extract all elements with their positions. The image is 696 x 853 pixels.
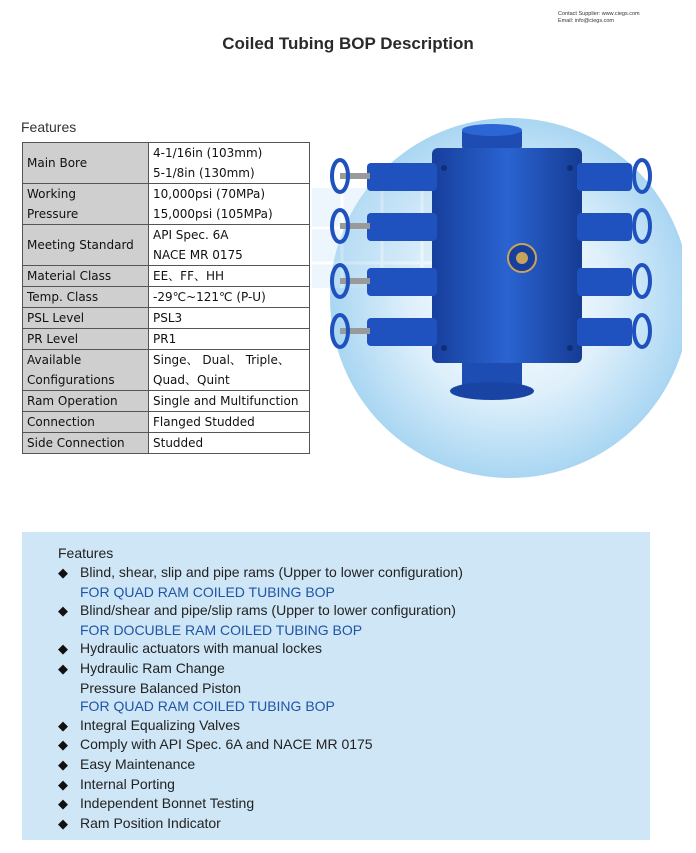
spec-value-line: NACE MR 0175 bbox=[153, 248, 243, 262]
diamond-bullet-icon: ◆ bbox=[58, 603, 68, 619]
feature-text: Blind, shear, slip and pipe rams (Upper to lower configuration) bbox=[80, 564, 463, 580]
spec-label bbox=[23, 350, 149, 391]
spec-label bbox=[23, 266, 149, 287]
feature-text: Internal Porting bbox=[80, 775, 175, 792]
spec-label-line: Available bbox=[27, 353, 82, 367]
spec-value-line: 15,000psi (105MPa) bbox=[153, 207, 273, 221]
spec-label bbox=[23, 225, 149, 266]
feature-subtext: Pressure Balanced Piston bbox=[80, 679, 242, 696]
spec-value bbox=[149, 308, 310, 329]
spec-label-line: Temp. Class bbox=[27, 290, 99, 304]
spec-label-line: Material Class bbox=[27, 269, 112, 283]
spec-value-line: PSL3 bbox=[153, 311, 183, 325]
feature-text: Easy Maintenance bbox=[80, 755, 196, 772]
diamond-bullet-icon: ◆ bbox=[58, 641, 68, 657]
feature-item bbox=[58, 755, 463, 775]
spec-value-line: Quad、Quint bbox=[153, 373, 230, 387]
spec-label-line: Ram Operation bbox=[27, 394, 118, 408]
contact-info bbox=[558, 11, 640, 25]
spec-label bbox=[23, 287, 149, 308]
feature-item bbox=[58, 735, 463, 755]
feature-item bbox=[58, 639, 463, 659]
diamond-bullet-icon: ◆ bbox=[58, 737, 68, 753]
spec-label-line: Side Connection bbox=[27, 436, 125, 450]
diamond-bullet-icon: ◆ bbox=[58, 565, 68, 580]
spec-row bbox=[23, 412, 310, 433]
spec-label bbox=[23, 308, 149, 329]
spec-value-line: Singe、 Dual、 Triple、 bbox=[153, 353, 290, 367]
feature-item bbox=[58, 659, 463, 716]
spec-value-line: 4-1/16in (103mm) bbox=[153, 146, 263, 160]
spec-row bbox=[23, 143, 310, 184]
spec-row bbox=[23, 329, 310, 350]
diamond-bullet-icon: ◆ bbox=[58, 660, 68, 676]
feature-note: FOR QUAD RAM COILED TUBING BOP bbox=[80, 698, 335, 715]
feature-text: Integral Equalizing Valves bbox=[80, 716, 241, 733]
spec-value bbox=[149, 329, 310, 350]
spec-value bbox=[149, 350, 310, 391]
spec-label bbox=[23, 143, 149, 184]
spec-label-line: Meeting Standard bbox=[27, 238, 134, 252]
spec-value-line: API Spec. 6A bbox=[153, 228, 229, 242]
spec-value-line: Single and Multifunction bbox=[153, 394, 299, 408]
spec-value-line: 5-1/8in (130mm) bbox=[153, 166, 255, 180]
feature-item bbox=[58, 563, 463, 601]
feature-text: Ram Position Indicator bbox=[80, 814, 221, 831]
spec-value bbox=[149, 266, 310, 287]
spec-label bbox=[23, 391, 149, 412]
features-heading: Features bbox=[21, 119, 77, 135]
spec-label bbox=[23, 433, 149, 454]
spec-value-line: Studded bbox=[153, 436, 204, 450]
panel-features-heading: Features bbox=[58, 545, 114, 561]
diamond-bullet-icon: ◆ bbox=[58, 776, 68, 792]
feature-note: FOR DOCUBLE RAM COILED TUBING BOP bbox=[80, 621, 363, 638]
spec-label-line: Working bbox=[27, 187, 76, 201]
feature-text: Hydraulic Ram Change bbox=[80, 659, 225, 676]
spec-label-line: Configurations bbox=[27, 373, 115, 387]
spec-label bbox=[23, 184, 149, 225]
feature-item bbox=[58, 601, 463, 639]
spec-row bbox=[23, 225, 310, 266]
feature-text: Comply with API Spec. 6A and NACE MR 0175 bbox=[80, 736, 373, 753]
spec-row bbox=[23, 391, 310, 412]
feature-item bbox=[58, 775, 463, 795]
feature-text: Blind/shear and pipe/slip rams (Upper to lower configuration) bbox=[80, 602, 456, 619]
spec-value-line: -29℃~121℃ (P-U) bbox=[153, 290, 266, 304]
spec-label-line: Pressure bbox=[27, 207, 79, 221]
spec-row bbox=[23, 350, 310, 391]
contact-supplier-text: Contact Supplier: www.ciegs.com bbox=[558, 11, 640, 17]
spec-value-line: PR1 bbox=[153, 332, 177, 346]
feature-item bbox=[58, 716, 463, 736]
spec-label-line: PR Level bbox=[27, 332, 79, 346]
spec-value bbox=[149, 391, 310, 412]
spec-label bbox=[23, 329, 149, 350]
spec-row bbox=[23, 433, 310, 454]
spec-label-line: Connection bbox=[27, 415, 95, 429]
spec-value-line: 10,000psi (70MPa) bbox=[153, 187, 266, 201]
spec-label-line: PSL Level bbox=[27, 311, 85, 325]
spec-row bbox=[23, 266, 310, 287]
spec-value bbox=[149, 433, 310, 454]
bop-illustration bbox=[312, 108, 682, 488]
spec-label bbox=[23, 412, 149, 433]
diamond-bullet-icon: ◆ bbox=[58, 815, 68, 831]
spec-value bbox=[149, 225, 310, 266]
spec-value-line: Flanged Studded bbox=[153, 415, 255, 429]
spec-row bbox=[23, 308, 310, 329]
contact-email-text: Email: info@ciegs.com bbox=[558, 18, 615, 24]
spec-value bbox=[149, 287, 310, 308]
feature-item bbox=[58, 814, 463, 834]
spec-value bbox=[149, 184, 310, 225]
feature-text: Independent Bonnet Testing bbox=[80, 795, 255, 812]
feature-note: FOR QUAD RAM COILED TUBING BOP bbox=[80, 583, 335, 600]
spec-row bbox=[23, 287, 310, 308]
diamond-bullet-icon: ◆ bbox=[58, 756, 68, 772]
page-title: Coiled Tubing BOP Description bbox=[222, 34, 474, 53]
spec-value bbox=[149, 143, 310, 184]
spec-table bbox=[22, 142, 310, 454]
feature-text: Hydraulic actuators with manual lockes bbox=[80, 640, 322, 657]
feature-item bbox=[58, 794, 463, 814]
features-list bbox=[58, 563, 463, 833]
spec-value-line: EE、FF、HH bbox=[153, 269, 225, 283]
diamond-bullet-icon: ◆ bbox=[58, 717, 68, 733]
spec-row bbox=[23, 184, 310, 225]
spec-label-line: Main Bore bbox=[27, 156, 88, 170]
diamond-bullet-icon: ◆ bbox=[58, 796, 68, 812]
spec-value bbox=[149, 412, 310, 433]
